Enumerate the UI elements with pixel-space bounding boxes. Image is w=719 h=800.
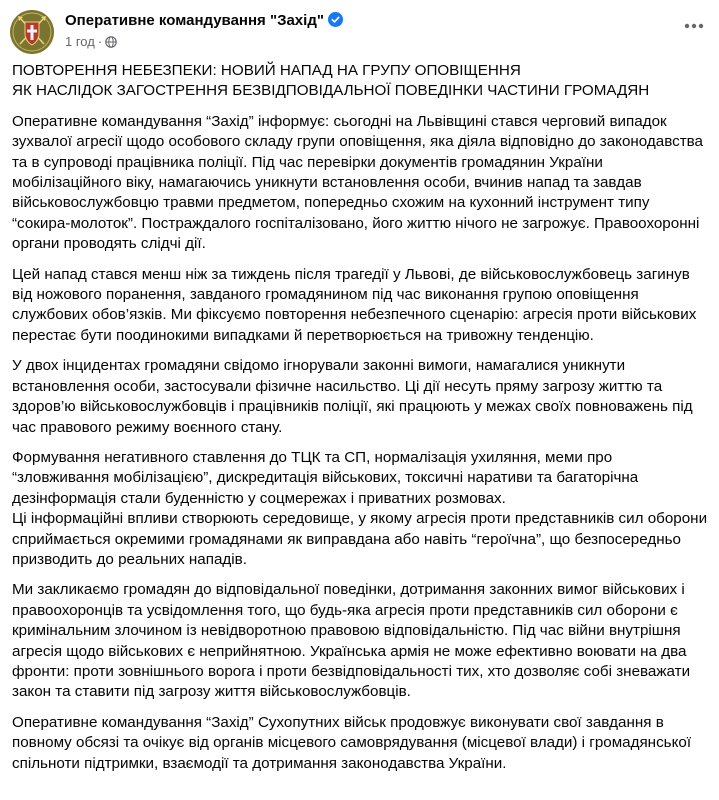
avatar[interactable] xyxy=(10,10,54,54)
verified-badge-icon xyxy=(328,12,343,27)
post-paragraph: Ці інформаційні впливи створюють середовище, у якому агресія проти представників сил оборони сприймається окремими громадянами як виправдана або навіть “героїчна”, що безпосередньо призводить до реальних нападів. xyxy=(12,510,708,568)
timestamp-link[interactable]: 1 год xyxy=(65,34,95,49)
post-body xyxy=(12,61,712,784)
globe-icon[interactable] xyxy=(105,36,117,48)
author-name: Оперативне командування "Захід" xyxy=(65,12,324,29)
post-paragraph: У двох інцидентах громадяни свідомо ігнорували законні вимоги, намагалися уникнути встановлення особи, застосували фізичне насильство. Ці дії несуть пряму загрозу життю та здоров’ю військовослужбовців і працівників поліції, які працюють у межах своїх повноважень під час правового режиму воєнного стану. xyxy=(12,357,693,436)
military-emblem-icon xyxy=(10,10,54,54)
post-paragraph: Ми закликаємо громадян до відповідальної поведінки, дотримання законних вимог військових і правоохоронців та усвідомлення того, що будь-яка агресія проти представників сил оборони є кримінальним злочином із невідворотною правовою відповідальністю. Під час війни внутрішня агресія щодо військових є неприйнятною. Українська армія не може ефективно воювати на два фронти: проти зовнішнього ворога і проти безвідповідальності тих, хто дозволяє собі зневажати закон та ставити під загрозу життя військовослужбовців. xyxy=(12,581,691,701)
post-paragraph: Оперативне командування “Захід” Сухопутних військ продовжує виконувати свої завдання в повному обсязі та очікує від органів місцевого самоврядування (місцевої влади) і громадянської спільноти підтримки, взаємодії та дотримання законодавства України. xyxy=(12,713,692,772)
post-meta xyxy=(65,34,117,49)
post-header xyxy=(10,10,710,56)
headline-line: ЯК НАСЛІДОК ЗАГОСТРЕННЯ БЕЗВІДПОВІДАЛЬНОЇ ПОВЕДІНКИ ЧАСТИНИ ГРОМАДЯН xyxy=(12,82,650,100)
post-paragraph: Цей напад стався менш ніж за тиждень після трагедії у Львові, де військовослужбовець загинув від ножового поранення, завданого громадянином під час виконання групою оповіщення службових обов’язків. Ми фіксуємо повторення небезпечного сценарію: агресія проти військових перестає бути поодинокими випадками й перетворюється на тривожну тенденцію. xyxy=(12,265,697,344)
post-headline xyxy=(12,61,712,102)
post-paragraph: Формування негативного ставлення до ТЦК та СП, нормалізація ухиляння, меми про “зловживання мобілізацією”, дискредитація військових, токсичні наративи та багаторічна дезінформація стали буденністю у соцмережах і приватних розмовах. xyxy=(12,448,639,507)
more-options-button[interactable] xyxy=(680,16,708,36)
more-options-icon xyxy=(680,16,708,36)
author-name-link[interactable] xyxy=(65,12,343,29)
meta-separator: · xyxy=(97,34,103,49)
headline-line: ПОВТОРЕННЯ НЕБЕЗПЕКИ: НОВИЙ НАПАД НА ГРУПУ ОПОВІЩЕННЯ xyxy=(12,62,521,79)
post-paragraph: Оперативне командування “Захід” інформує: сьогодні на Львівщині стався черговий випадок зухвалої агресії щодо особового складу групи оповіщення, яка діяла відповідно до законодавства та в супроводі працівника поліції. Під час перевірки документів громадянин України мобілізаційного віку, намагаючись уникнути встановлення особи, вчинив напад та завдав військовослужбовцю травми предметом, попередньо схожим на кухонний інструмент типу “сокира-молоток”. Постраждалого госпіталізовано, його життю нічого не загрожує. Правоохоронні органи проводять слідчі дії. xyxy=(12,112,704,253)
